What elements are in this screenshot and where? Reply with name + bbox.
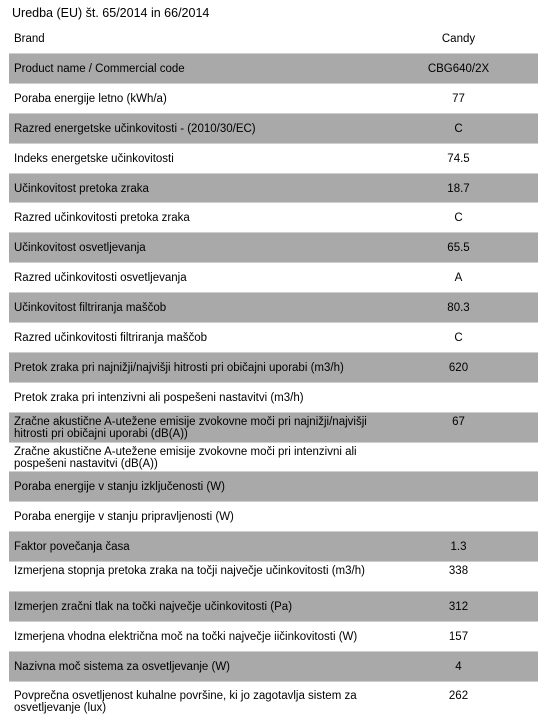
table-row-airflow-class <box>9 203 538 233</box>
document-title: Uredba (EU) št. 65/2014 in 66/2014 <box>12 6 210 20</box>
row-value: 262 <box>448 689 469 702</box>
row-value: 1.3 <box>450 541 467 554</box>
table-row-bep-pressure <box>9 592 538 622</box>
row-label: Faktor povečanja časa <box>14 541 130 554</box>
row-value: 77 <box>452 92 465 105</box>
row-label: Povprečna osvetljenost kuhalne površine, ki jo zagotavlja sistem za osvetljevanje (lux) <box>14 689 357 714</box>
table-row-bep-power <box>9 622 538 652</box>
table-row-off-power <box>9 472 538 502</box>
table-row-time-factor <box>9 532 538 562</box>
row-value: 74.5 <box>447 152 470 165</box>
row-value <box>409 443 538 472</box>
row-value: A <box>454 272 463 285</box>
row-value: 80.3 <box>447 302 470 315</box>
row-label: Učinkovitost filtriranja maščob <box>14 302 167 315</box>
table-row-lighting-power <box>9 652 538 682</box>
row-label: Razred energetske učinkovitosti - (2010/30/EC) <box>14 122 256 135</box>
table-row-energy-class <box>9 114 538 144</box>
row-value: 157 <box>448 630 469 643</box>
table-row-airflow-boost <box>9 383 538 413</box>
row-label: Izmerjena vhodna električna moč na točki največje iičinkovitosti (W) <box>14 630 358 643</box>
table-row-energy-index <box>9 144 538 174</box>
row-label: Razred učinkovitosti filtriranja maščob <box>14 332 208 345</box>
row-value: 67 <box>452 415 465 428</box>
table-row-lighting-class <box>9 263 538 293</box>
row-value: Candy <box>441 33 476 45</box>
table-row-airflow-efficiency <box>9 174 538 204</box>
row-value: 312 <box>448 601 469 614</box>
row-value: 18.7 <box>447 182 470 195</box>
row-label: Zračne akustične A-utežene emisije zvokovne moči pri najnižji/najvišji hitrosti pri običajni uporabi (dB(A)) <box>14 415 367 440</box>
row-value: C <box>454 332 463 345</box>
row-value <box>409 502 538 531</box>
table-row-illumination <box>9 682 538 719</box>
table-row-product-name <box>9 54 538 84</box>
row-value: 65.5 <box>447 242 470 255</box>
table-row-grease-class <box>9 323 538 353</box>
row-label: Izmerjen zračni tlak na točki največje učinkovitosti (Pa) <box>14 601 293 614</box>
row-value: C <box>454 212 463 225</box>
table-row-standby-power <box>9 502 538 532</box>
row-label: Poraba energije v stanju pripravljenosti (W) <box>14 511 234 524</box>
row-label: Pretok zraka pri intenzivni ali pospešeni nastavitvi (m3/h) <box>14 391 304 404</box>
row-value: CBG640/2X <box>427 63 490 75</box>
row-label: Razred učinkovitosti osvetljevanja <box>14 272 187 285</box>
row-value: C <box>454 122 463 135</box>
row-value <box>409 472 538 501</box>
row-value: 338 <box>448 565 469 578</box>
row-label: Brand <box>14 33 45 45</box>
table-row-lighting-efficiency <box>9 233 538 263</box>
table-row-annual-energy <box>9 84 538 114</box>
row-label: Nazivna moč sistema za osvetljevanje (W) <box>14 660 231 673</box>
table-row-noise-boost <box>9 443 538 473</box>
row-value: 620 <box>448 361 469 374</box>
row-label: Razred učinkovitosti pretoka zraka <box>14 212 190 225</box>
row-label: Izmerjena stopnja pretoka zraka na točji največje učinkovitosti (m3/h) <box>14 565 365 578</box>
table-row-grease-efficiency <box>9 293 538 323</box>
row-value <box>409 383 538 412</box>
row-label: Učinkovitost pretoka zraka <box>14 182 149 195</box>
row-label: Učinkovitost osvetljevanja <box>14 242 146 255</box>
row-label: Poraba energije letno (kWh/a) <box>14 92 167 105</box>
row-value: 4 <box>455 660 462 673</box>
table-row-airflow-normal <box>9 353 538 383</box>
spec-table <box>9 27 538 719</box>
row-label: Zračne akustične A-utežene emisije zvokovne moči pri intenzivni ali pospešeni nastavitvi (dB(A)) <box>14 445 357 470</box>
table-row-brand <box>9 27 538 54</box>
table-row-noise-normal <box>9 413 538 443</box>
table-row-bep-airflow <box>9 562 538 592</box>
row-label: Poraba energije v stanju izključenosti (W) <box>14 481 225 494</box>
row-label: Indeks energetske učinkovitosti <box>14 152 174 165</box>
row-label: Pretok zraka pri najnižji/najvišji hitrosti pri običajni uporabi (m3/h) <box>14 361 344 374</box>
row-label: Product name / Commercial code <box>14 63 185 75</box>
